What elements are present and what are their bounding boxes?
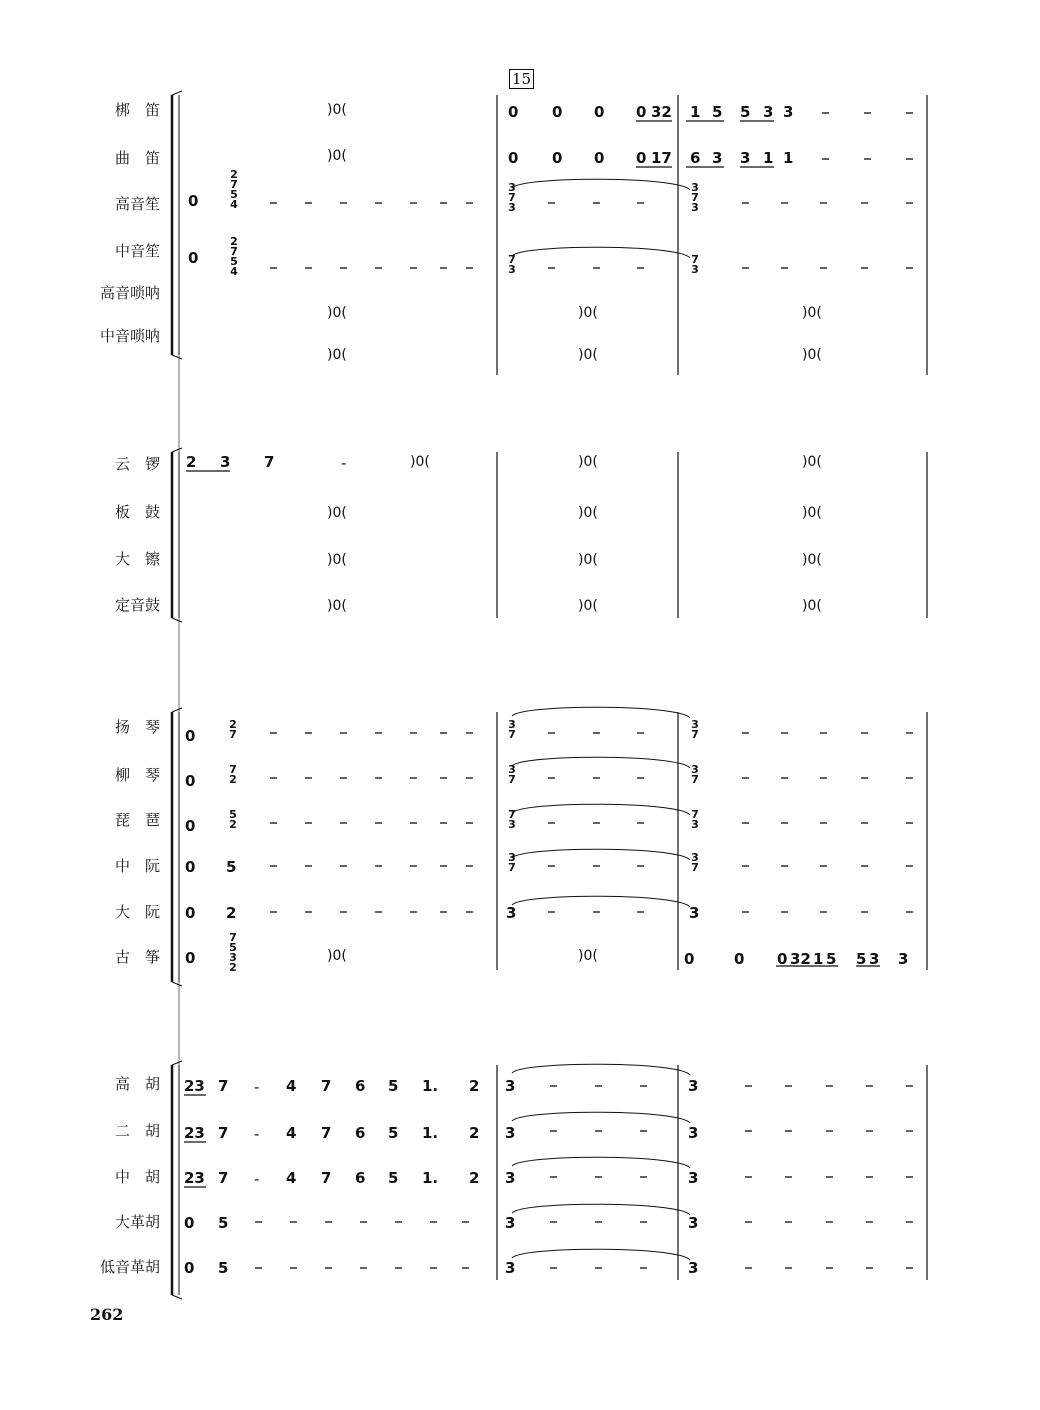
instrument-label-dacha: 大 镲	[114, 550, 160, 568]
rest-marker: )0(	[578, 598, 598, 614]
tie	[512, 1204, 690, 1215]
note: 4	[286, 1124, 297, 1142]
note: 5	[226, 858, 237, 876]
note: 5	[388, 1169, 399, 1187]
note: 6	[690, 149, 701, 167]
note: 5	[712, 103, 723, 121]
tie	[512, 849, 690, 860]
note: 0	[185, 949, 196, 967]
chord-stack: 7 5 3 2	[229, 931, 237, 974]
note: 5	[218, 1259, 229, 1277]
note: 3	[505, 1169, 516, 1187]
instrument-label-yangqin: 扬 琴	[114, 718, 160, 736]
note: 1.	[422, 1169, 439, 1187]
bracket-hook	[172, 91, 182, 95]
rest-marker: )0(	[578, 948, 598, 964]
sustain-dash: -	[254, 1078, 260, 1096]
chord-stack: 5 2	[229, 808, 237, 831]
note: 7	[321, 1077, 332, 1095]
bracket-hook	[172, 1295, 182, 1299]
note: 3	[688, 1169, 699, 1187]
rest-marker: )0(	[578, 454, 598, 470]
note: 3	[506, 904, 517, 922]
note: 0	[508, 149, 519, 167]
bracket-hook	[172, 982, 182, 986]
chord-stack: 3 7 3	[691, 181, 699, 214]
instrument-label-guzheng: 古 筝	[114, 948, 160, 966]
note: 5	[826, 950, 837, 968]
instrument-label-yunluo: 云 锣	[114, 455, 160, 473]
note: 5	[218, 1214, 229, 1232]
note: 5	[388, 1124, 399, 1142]
note: 3	[740, 149, 751, 167]
note: 2	[469, 1077, 480, 1095]
note: 0	[184, 1214, 195, 1232]
instrument-label-daruan: 大 阮	[114, 903, 160, 921]
rest-marker: )0(	[327, 598, 347, 614]
note: 3	[712, 149, 723, 167]
instrument-label-liuqin: 柳 琴	[114, 766, 160, 784]
note: 7	[321, 1124, 332, 1142]
note: 6	[355, 1124, 366, 1142]
chord-stack: 2 7 5 4	[230, 168, 238, 211]
chord-stack: 3 7	[691, 851, 699, 874]
chord-stack: 7 3	[691, 253, 699, 276]
instrument-label-erhu: 二 胡	[114, 1122, 160, 1140]
note: 1.	[422, 1124, 439, 1142]
note: 1.	[422, 1077, 439, 1095]
tie	[512, 179, 690, 190]
rest-marker: )0(	[327, 948, 347, 964]
rest-marker: )0(	[802, 347, 822, 363]
chord-stack: 3 7	[508, 851, 516, 874]
note: 2	[469, 1124, 480, 1142]
sustain-dash: -	[254, 1170, 260, 1188]
note: 3	[688, 1124, 699, 1142]
note: 32	[651, 103, 672, 121]
tie	[512, 1249, 690, 1260]
note: 3	[763, 103, 774, 121]
note: 0	[552, 149, 563, 167]
rest-marker: )0(	[802, 505, 822, 521]
rehearsal-mark: 15	[509, 69, 534, 89]
bracket-hook	[172, 355, 182, 359]
note: 3	[688, 1259, 699, 1277]
note: 0	[594, 103, 605, 121]
rest-marker: )0(	[802, 598, 822, 614]
bracket-hook	[172, 1061, 182, 1065]
bracket-hook	[172, 448, 182, 452]
chord-stack: 3 7 3	[508, 181, 516, 214]
note: 3	[783, 103, 794, 121]
rest-marker: )0(	[802, 305, 822, 321]
sustain-dash: -	[254, 1125, 260, 1143]
tie	[512, 1064, 690, 1075]
rest-marker: )0(	[578, 347, 598, 363]
note: 17	[651, 149, 672, 167]
chord-stack: 7 3	[508, 808, 516, 831]
instrument-label-zhongyinsuona: 中音唢呐	[99, 327, 160, 345]
chord-stack: 3 7	[508, 763, 516, 786]
tie	[512, 1112, 690, 1123]
note: 6	[355, 1169, 366, 1187]
sustain-dash: -	[341, 454, 347, 472]
bracket-hook	[172, 618, 182, 622]
note: 5	[856, 950, 867, 968]
chord-stack: 3 7	[508, 718, 516, 741]
note: 1	[763, 149, 774, 167]
note: 5	[388, 1077, 399, 1095]
tie	[512, 707, 690, 718]
chord-stack: 7 2	[229, 763, 237, 786]
note: 7	[218, 1169, 229, 1187]
tie	[512, 804, 690, 815]
note: 1	[783, 149, 794, 167]
note: 23	[184, 1077, 205, 1095]
rest-marker: )0(	[802, 454, 822, 470]
tie	[512, 757, 690, 768]
note: 3	[688, 1077, 699, 1095]
instrument-label-gaoyinsheng: 高音笙	[114, 195, 160, 213]
note: 0	[777, 950, 788, 968]
note: 2	[469, 1169, 480, 1187]
note: 1	[813, 950, 824, 968]
note: 3	[688, 1214, 699, 1232]
note: 0	[508, 103, 519, 121]
instrument-label-gaoyinsuona: 高音唢呐	[99, 284, 160, 302]
note: 0	[734, 950, 745, 968]
instrument-label-qudi: 曲 笛	[114, 149, 160, 167]
bracket-hook	[172, 708, 182, 712]
instrument-label-pipa: 琵 琶	[114, 811, 160, 829]
note: 3	[505, 1214, 516, 1232]
note: 23	[184, 1124, 205, 1142]
note: 7	[321, 1169, 332, 1187]
rest-marker: )0(	[410, 454, 430, 470]
note: 0	[552, 103, 563, 121]
note: 32	[790, 950, 811, 968]
note: 3	[505, 1259, 516, 1277]
chord-stack: 2 7	[229, 718, 237, 741]
tie	[512, 1157, 690, 1168]
chord-stack: 7 3	[691, 808, 699, 831]
chord-stack: 7 3	[508, 253, 516, 276]
rest-marker: )0(	[327, 505, 347, 521]
rest-marker: )0(	[327, 148, 347, 164]
instrument-label-zhongyinsheng: 中音笙	[114, 242, 160, 260]
instrument-label-zhongruan: 中 阮	[114, 857, 160, 875]
note: 3	[869, 950, 880, 968]
instrument-label-bangu: 板 鼓	[114, 503, 160, 521]
note: 3	[505, 1077, 516, 1095]
note: 23	[184, 1169, 205, 1187]
tie	[512, 896, 690, 907]
instrument-label-zhonghu: 中 胡	[114, 1168, 160, 1186]
note: 0	[636, 103, 647, 121]
note: 7	[218, 1124, 229, 1142]
note: 0	[184, 1259, 195, 1277]
note: 1	[690, 103, 701, 121]
note: 0	[185, 858, 196, 876]
note: 0	[185, 727, 196, 745]
note: 7	[218, 1077, 229, 1095]
instrument-label-dagehu: 大革胡	[114, 1213, 160, 1231]
note: 4	[286, 1169, 297, 1187]
rest-marker: )0(	[802, 552, 822, 568]
tie	[512, 247, 690, 258]
chord-stack: 3 7	[691, 718, 699, 741]
page-number: 262	[90, 1305, 124, 1324]
note: 5	[740, 103, 751, 121]
rest-marker: )0(	[327, 305, 347, 321]
note: 3	[220, 453, 231, 471]
note: 0	[594, 149, 605, 167]
note: 0	[188, 249, 199, 267]
rest-marker: )0(	[327, 102, 347, 118]
rest-marker: )0(	[327, 347, 347, 363]
note: 0	[185, 772, 196, 790]
note: 0	[185, 904, 196, 922]
note: 2	[226, 904, 237, 922]
rest-marker: )0(	[578, 305, 598, 321]
instrument-label-diyingehu: 低音革胡	[99, 1258, 160, 1276]
rest-marker: )0(	[578, 505, 598, 521]
note: 6	[355, 1077, 366, 1095]
note: 0	[636, 149, 647, 167]
note: 0	[185, 817, 196, 835]
instrument-label-bangdi: 梆 笛	[114, 101, 160, 119]
chord-stack: 3 7	[691, 763, 699, 786]
note: 0	[188, 192, 199, 210]
note: 3	[689, 904, 700, 922]
note: 3	[505, 1124, 516, 1142]
instrument-label-gaohu: 高 胡	[114, 1075, 160, 1093]
note: 4	[286, 1077, 297, 1095]
chord-stack: 2 7 5 4	[230, 235, 238, 278]
rest-marker: )0(	[327, 552, 347, 568]
rest-marker: )0(	[578, 552, 598, 568]
note: 0	[684, 950, 695, 968]
note: 2	[186, 453, 197, 471]
instrument-label-dingyingu: 定音鼓	[114, 596, 160, 614]
note: 3	[898, 950, 909, 968]
note: 7	[264, 453, 275, 471]
